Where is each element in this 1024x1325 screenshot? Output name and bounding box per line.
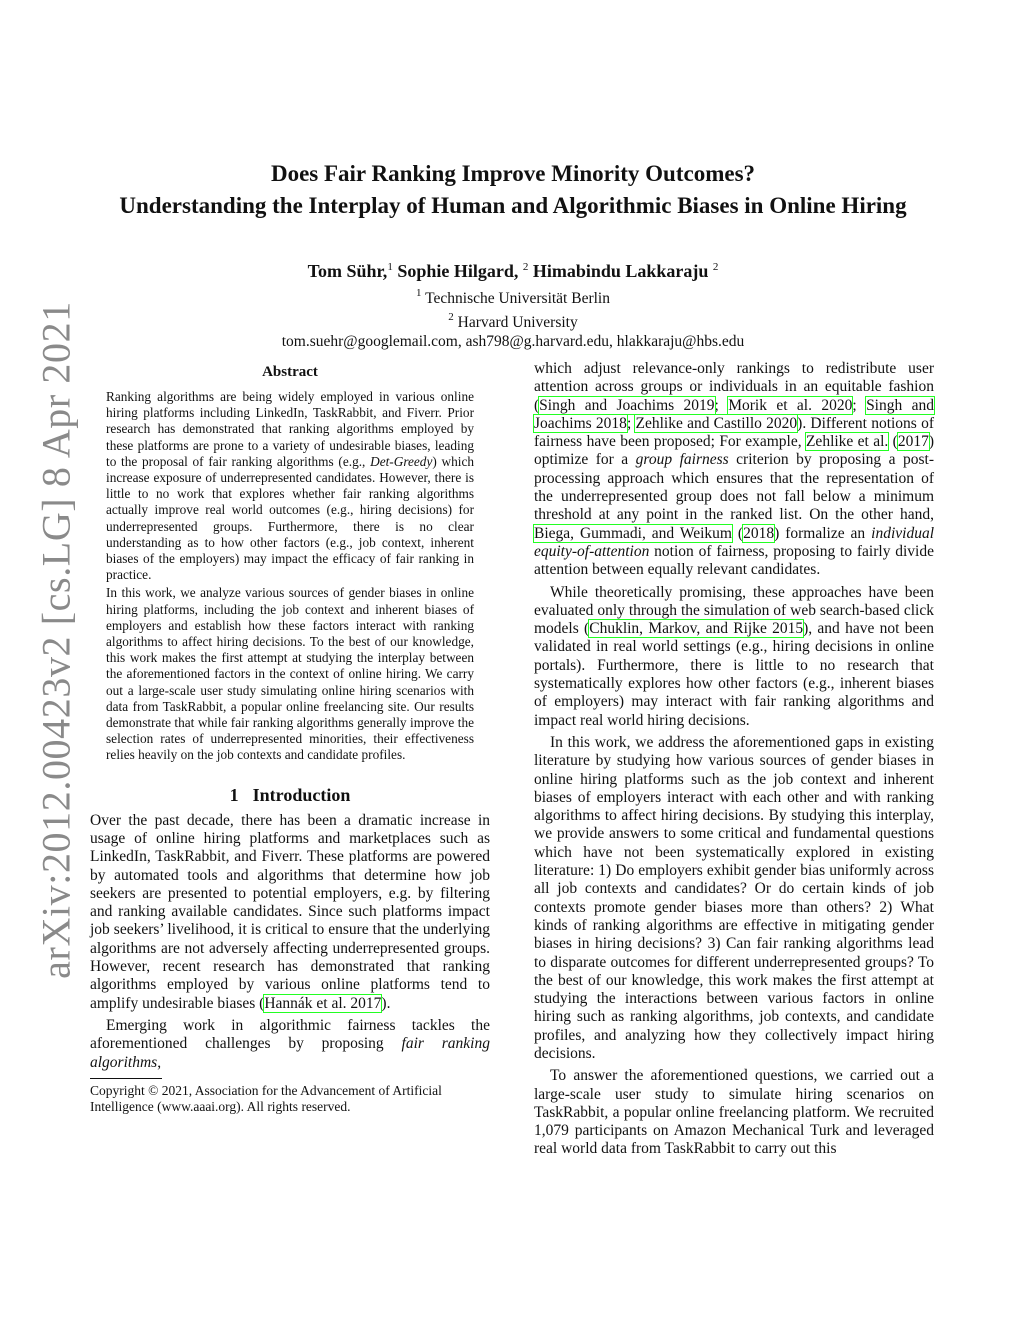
abstract-section xyxy=(90,362,490,764)
text-run: ; xyxy=(714,396,729,414)
citation-link[interactable]: Morik et al. 2020 xyxy=(728,396,853,414)
citation-link[interactable]: 2017 xyxy=(897,433,929,451)
emphasis-text: fair ranking algorithms xyxy=(90,1035,490,1071)
author-affiliation-mark: 2 xyxy=(522,261,529,273)
section-number: 1 xyxy=(229,784,239,805)
text-run: ). xyxy=(381,994,391,1012)
abstract-paragraph: In this work, we analyze various sources of gender biases in online hiring platforms, including the job context and inherent biases of employers and establish how these factors interact with ranking algorithms to affect hiring decisions. To the best of our knowledge, this work makes the first attempt at studying the interplay between the aforementioned factors in the context of online hiring. We carry out a large-scale user study simulating online hiring scenarios with data from TaskRabbit, a popular online freelancing site. Our results demonstrate that while fair ranking algorithms generally improve the selection rates of underrepresented minorities, their effectiveness relies heavily on the job contexts and candidate profiles. xyxy=(106,585,474,763)
text-run: notion of fairness, proposing to fairly divide attention between equally relevant candidates. xyxy=(534,542,934,579)
emphasis-text: individual equity-of-attention xyxy=(534,524,934,560)
affiliation-name: Technische Universität Berlin xyxy=(425,290,610,307)
text-run: ( xyxy=(888,433,898,451)
text-run: ; xyxy=(852,396,867,414)
affiliation-mark: 1 xyxy=(416,287,422,299)
text-run: While theoretically promising, these approaches have been evaluated only through the simulation of web search-based click models ( xyxy=(534,583,934,638)
citation-link[interactable]: Singh and Joachims 2018 xyxy=(534,396,934,432)
text-run: ; xyxy=(626,414,636,432)
copyright-footnote: Copyright © 2021, Association for the Advancement of Artificial Intelligence (www.aaai.org). All rights reserved. xyxy=(90,1082,442,1115)
emphasis-text: Det-Greedy xyxy=(370,453,433,469)
text-run: criterion by proposing a post-processing approach which ensures that the representation of the underrepresented group does not fall below a minimum threshold at any point in the ranked list. On the other hand, xyxy=(534,451,934,524)
text-run: ( xyxy=(731,524,744,542)
footnote-divider xyxy=(90,1078,162,1079)
citation-link[interactable]: Zehlike and Castillo 2020 xyxy=(635,414,798,432)
emphasis-text: group fairness xyxy=(635,451,729,469)
citation-link[interactable]: Hannák et al. 2017 xyxy=(264,994,382,1012)
author-name: Tom Sühr, xyxy=(307,261,388,281)
author-affiliation-mark: 1 xyxy=(387,261,393,273)
paper-title-line-1: Does Fair Ranking Improve Minority Outcomes? xyxy=(270,161,756,186)
author-name: Sophie Hilgard, xyxy=(397,261,519,281)
text-run: ) optimize for a xyxy=(534,433,934,469)
affiliation xyxy=(90,308,936,332)
text-run: ), and have not been validated in real world settings (e.g., hiring decisions in online portals). Furthermore, there is little to no research that systematically explores how other factors (e.g., inherent biases of employers) may interact with fair ranking algorithms and impact real world hiring decisions. xyxy=(534,620,934,729)
author-affiliation-mark: 2 xyxy=(712,261,719,273)
author-emails: tom.suehr@googlemail.com, ash798@g.harvard.edu, hlakkaraju@hbs.edu xyxy=(281,333,745,350)
text-run: ) which increase exposure of underrepresented candidates. However, there is little to no work that explores whether fair ranking algorithms actually improve real world outcomes (e.g., hiring decisions) for underrepresented groups. Furthermore, there is no clear understanding as to how other factors (e.g., job context, inherent biases of the employers) may impact the efficacy of fair ranking in practice. xyxy=(106,453,474,583)
body-paragraph: In this work, we address the aforementioned gaps in existing literature by studying how various sources of gender biases in online hiring platforms such as the job context and inherent biases of employers interact with each other and with ranking algorithms to affect hiring decisions. By studying this interplay, we provide answers to some critical and fundamental questions which have not been systematically explored in existing literature: 1) Do employers exhibit gender bias uniformly across all job contexts and candidates? Or do certain kinds of job contexts promote gender biases more than others? 2) What kinds of ranking algorithms are effective in mitigating gender biases in hiring decisions? 3) Can fair ranking algorithms lead to disparate outcomes for different underrepresented groups? To the best of our knowledge, this work makes the first attempt at studying the interactions between various factors in online hiring such as ranking algorithms, job contexts, and candidate profiles, and analyzing how they collectively impact hiring decisions. xyxy=(534,733,934,1062)
text-run: Ranking algorithms are being widely employed in various online hiring platforms including LinkedIn, TaskRabbit, and Fiverr. Prior research has demonstrated that ranking algorithms employed by these platforms are prone to a variety of undesirable biases, leading to the proposal of fair ranking algorithms (e.g., xyxy=(106,389,474,469)
affiliation xyxy=(90,284,936,308)
citation-link[interactable]: Chuklin, Markov, and Rijke 2015 xyxy=(589,620,804,638)
abstract-heading: Abstract xyxy=(262,364,318,380)
citation-link[interactable]: Biega, Gummadi, and Weikum xyxy=(534,524,732,542)
text-run: ). Different notions of fairness have been proposed; For example, xyxy=(534,414,934,451)
paper-title-line-2: Understanding the Interplay of Human and Algorithmic Biases in Online Hiring xyxy=(119,193,907,218)
author-list xyxy=(90,254,936,284)
section-title: Introduction xyxy=(252,784,351,805)
arxiv-identifier: arXiv:2012.00423v2 [cs.LG] 8 Apr 2021 xyxy=(33,301,79,979)
text-run: ) formalize an xyxy=(774,524,872,542)
text-run: Emerging work in algorithmic fairness tackles the aforementioned challenges by proposing xyxy=(90,1016,490,1053)
body-paragraph xyxy=(90,1017,490,1072)
body-paragraph xyxy=(90,812,490,1013)
text-run: which adjust relevance-only rankings to redistribute user attention across groups or individuals in an equitable fashion ( xyxy=(534,360,934,414)
body-paragraph xyxy=(534,360,934,580)
text-run: , xyxy=(157,1053,162,1071)
left-column xyxy=(90,360,490,1116)
body-paragraph xyxy=(534,584,934,730)
author-name: Himabindu Lakkaraju xyxy=(532,261,709,281)
section-heading-introduction xyxy=(90,784,490,806)
affiliation-name: Harvard University xyxy=(457,314,578,331)
citation-link[interactable]: Zehlike et al. xyxy=(805,433,889,451)
paper-header xyxy=(90,158,936,351)
body-paragraph: To answer the aforementioned questions, we carried out a large-scale user study to simulate hiring scenarios on TaskRabbit, a popular online freelancing platform. We recruited 1,079 participants on Amazon Mechanical Turk and leveraged real world data from TaskRabbit to carry out this xyxy=(534,1067,934,1158)
introduction-body xyxy=(90,812,490,1072)
citation-link[interactable]: Singh and Joachims 2019 xyxy=(539,396,715,414)
right-column xyxy=(534,360,934,1163)
text-run: Over the past decade, there has been a dramatic increase in usage of online hiring platforms and marketplaces such as LinkedIn, TaskRabbit, and Fiverr. These platforms are powered by automated tools and algorithms that determine how job seekers are presented to potential employers, e.g. by filtering and ranking available candidates. Since such platforms impact job seekers’ livelihood, it is critical to ensure that the underlying algorithms are not adversely affecting underrepresented groups. However, recent research has demonstrated that ranking algorithms employed by various online platforms tend to amplify undesirable biases ( xyxy=(90,811,490,1012)
citation-link[interactable]: 2018 xyxy=(743,524,775,542)
affiliation-mark: 2 xyxy=(448,311,454,323)
abstract-paragraph xyxy=(106,389,474,583)
